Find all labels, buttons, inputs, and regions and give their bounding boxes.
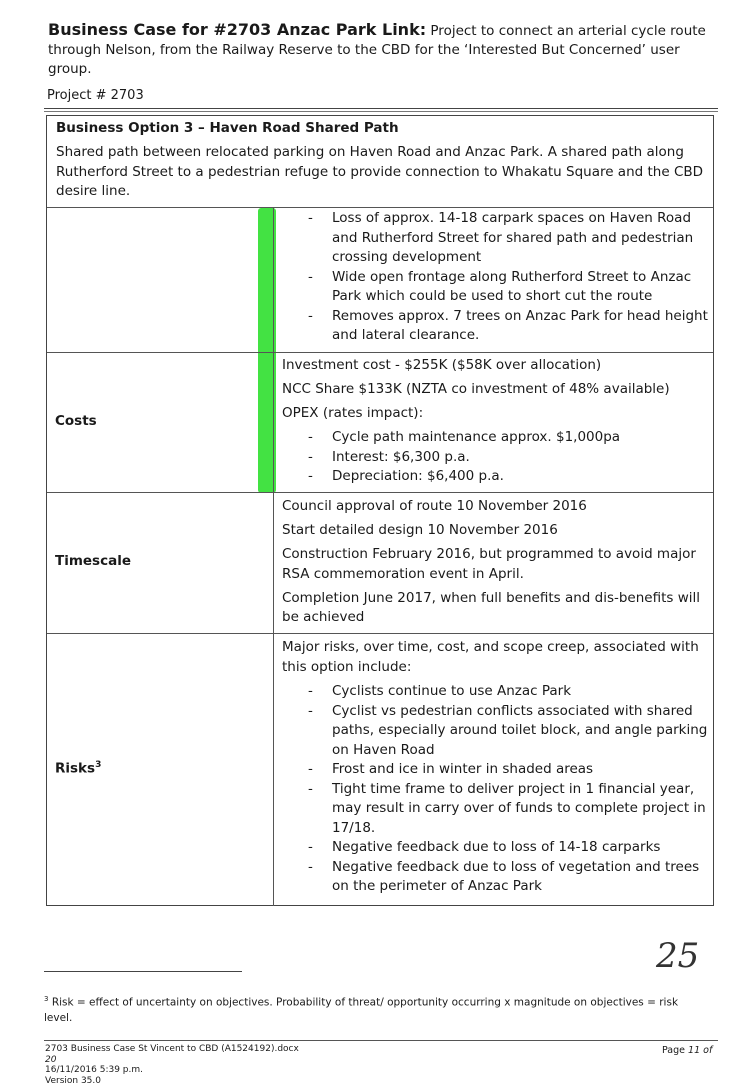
list-item: - Cycle path maintenance approx. $1,000pa: [282, 428, 710, 448]
header-rule: [44, 108, 718, 109]
footer-datetime: 16/11/2016 5:39 p.m.: [45, 1065, 144, 1075]
costs-line: NCC Share $133K (NZTA co investment of 48% available): [282, 381, 670, 397]
list-item: - Frost and ice in winter in shaded areas: [282, 760, 710, 780]
option-description: Shared path between relocated parking on Haven Road and Anzac Park. A shared path along Rutherford Street to a pedestrian refuge to provide connection to Whakatu Square and the CBD desire line.: [56, 144, 704, 199]
disbenefits-cell: [282, 209, 710, 346]
costs-cell: [282, 356, 710, 487]
page-indicator: [662, 1045, 712, 1056]
costs-line: Investment cost - $255K ($58K over allocation): [282, 357, 602, 373]
timescale-line: Completion June 2017, when full benefits and dis-benefits will be achieved: [282, 589, 701, 625]
footer-rule: [44, 1040, 718, 1041]
footnote-text: Risk = effect of uncertainty on objectives. Probability of threat/ opportunity occurring x magnitude on objectives = risk level.: [44, 996, 679, 1024]
footnote-ref: 3: [95, 760, 102, 770]
list-item: - Loss of approx. 14-18 carpark spaces on Haven Road and Rutherford Street for shared path and pedestrian crossing development: [282, 209, 710, 268]
page-of: 11 of: [688, 1045, 713, 1056]
page-label: Page: [662, 1045, 685, 1056]
costs-list: [282, 428, 710, 487]
list-item: - Cyclist vs pedestrian conflicts associated with shared paths, especially around toilet block, and angle parking on Haven Road: [282, 702, 710, 761]
risks-cell: [282, 638, 710, 897]
row-divider: [47, 633, 713, 634]
risks-label-text: Risks: [55, 760, 96, 777]
row-divider: [47, 352, 713, 353]
timescale-label: Timescale: [55, 553, 131, 569]
list-item: - Tight time frame to deliver project in 1 financial year, may result in carry over of funds to complete project in 17/18.: [282, 780, 710, 839]
costs-line: OPEX (rates impact):: [282, 405, 424, 421]
column-divider: [273, 207, 274, 906]
footnote-marker: 3: [44, 995, 49, 1003]
timescale-line: Construction February 2016, but programmed to avoid major RSA commemoration event in April.: [282, 546, 696, 582]
document-title: [48, 20, 718, 79]
row-divider: [47, 207, 713, 208]
footer-num: 20: [45, 1054, 57, 1065]
disbenefits-list: [282, 209, 710, 346]
option-table: [46, 115, 714, 906]
list-item: - Negative feedback due to loss of vegetation and trees on the perimeter of Anzac Park: [282, 858, 710, 897]
timescale-cell: [282, 497, 710, 632]
list-item: - Removes approx. 7 trees on Anzac Park for head height and lateral clearance.: [282, 307, 710, 346]
list-item: - Depreciation: $6,400 p.a.: [282, 467, 710, 487]
risks-list: [282, 682, 710, 897]
row-divider: [47, 492, 713, 493]
project-number: Project # 2703: [47, 88, 144, 103]
timescale-line: Council approval of route 10 November 2016: [282, 498, 587, 514]
footnote: [44, 992, 704, 1026]
footer-info: [45, 1044, 299, 1086]
list-item: - Interest: $6,300 p.a.: [282, 448, 710, 468]
risks-intro: Major risks, over time, cost, and scope creep, associated with this option include:: [282, 639, 699, 675]
footnote-rule: [44, 971, 242, 972]
title-bold: Business Case for #2703 Anzac Park Link:: [48, 20, 427, 39]
costs-label: Costs: [55, 413, 97, 429]
title-rest: Project to connect an arterial cycle route through Nelson, from the Railway Reserve to the CBD for the ‘Interested But Concerned’ user group.: [48, 23, 706, 77]
footer-filename: 2703 Business Case St Vincent to CBD (A1524192).docx: [45, 1044, 299, 1054]
risks-label: [55, 760, 101, 777]
list-item: - Wide open frontage along Rutherford Street to Anzac Park which could be used to short cut the route: [282, 268, 710, 307]
timescale-line: Start detailed design 10 November 2016: [282, 522, 558, 538]
option-title: Business Option 3 – Haven Road Shared Path: [56, 120, 399, 136]
footer-version: Version 35.0: [45, 1075, 101, 1086]
list-item: - Negative feedback due to loss of 14-18 carparks: [282, 838, 710, 858]
handwritten-page-number: 25: [656, 936, 700, 976]
list-item: - Cyclists continue to use Anzac Park: [282, 682, 710, 702]
header-rule-2: [44, 111, 718, 112]
